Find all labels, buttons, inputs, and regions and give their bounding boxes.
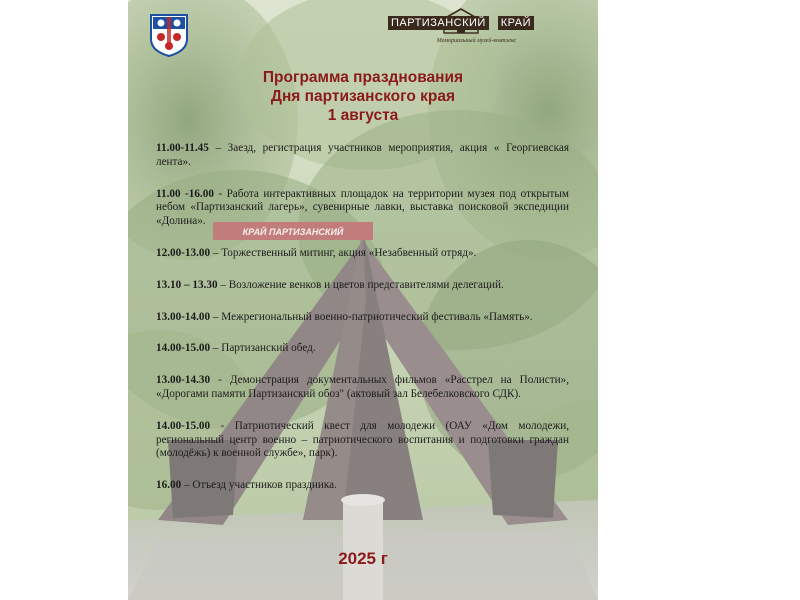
schedule-time: 12.00-13.00 (156, 246, 211, 259)
schedule-time: 11.00 -16.00 (156, 187, 214, 200)
schedule-item (156, 420, 569, 461)
logo-subtitle: Мемориальный музей-комплекс (436, 38, 517, 44)
schedule-item (156, 188, 569, 229)
schedule-item (156, 374, 569, 402)
logo-text-right: КРАЙ (498, 16, 534, 30)
schedule-text: – Заезд, регистрация участников мероприятия, акция « Георгиевская лента». (156, 142, 569, 168)
schedule-item (156, 479, 569, 493)
schedule-time: 14.00-15.00 (156, 419, 211, 432)
monument-sign-text: КРАЙ ПАРТИЗАНСКИЙ (242, 227, 344, 237)
schedule-text: – Торжественный митинг, акция «Незабвенный отряд». (210, 246, 477, 259)
title-line-1: Программа празднования (262, 69, 464, 86)
partisan-krai-logo (386, 14, 536, 52)
schedule-item (156, 342, 569, 356)
schedule-text: – Отъезд участников праздника. (181, 479, 337, 492)
logo-text-left: ПАРТИЗАНСКИЙ (388, 16, 489, 30)
year-label: 2025 г (338, 549, 388, 568)
event-poster (128, 0, 598, 600)
schedule-time: 16.00 (156, 479, 182, 492)
title-line-2: Дня партизанского края (270, 88, 456, 105)
schedule-item (156, 142, 569, 170)
schedule-text: – Межрегиональный военно-патриотический фестиваль «Память». (210, 310, 533, 323)
schedule-text: – Возложение венков и цветов представителями делегаций. (217, 278, 504, 291)
title-line-3: 1 августа (327, 107, 399, 124)
program-title (128, 68, 598, 125)
schedule-time: 13.10 – 13.30 (156, 278, 218, 291)
schedule-text: - Патриотический квест для молодежи (ОАУ «Дом молодежи, региональный центр военно – патриотического воспитания и подготовки граждан (молодёжь) к военной службе», парк). (156, 419, 569, 460)
schedule-item (156, 279, 569, 293)
schedule-time: 11.00-11.45 (156, 142, 209, 154)
schedule-list (156, 142, 569, 511)
schedule-time: 14.00-15.00 (156, 342, 211, 355)
schedule-time: 13.00-14.30 (156, 374, 211, 387)
schedule-item (156, 247, 569, 261)
schedule-text: - Демонстрация документальных фильмов «Расстрел на Полисти», «Дорогами памяти Партизанский обоз" (актовый зал Белебелковского СДК). (156, 374, 569, 400)
schedule-text: - Работа интерактивных площадок на территории музея под открытым небом «Партизанский лагерь», сувенирные лавки, выставка поисковой экспедиции «Долина». (156, 187, 569, 228)
schedule-item (156, 311, 569, 325)
schedule-text: – Партизанский обед. (210, 342, 316, 355)
schedule-time: 13.00-14.00 (156, 310, 211, 323)
coat-of-arms-icon (149, 13, 189, 57)
